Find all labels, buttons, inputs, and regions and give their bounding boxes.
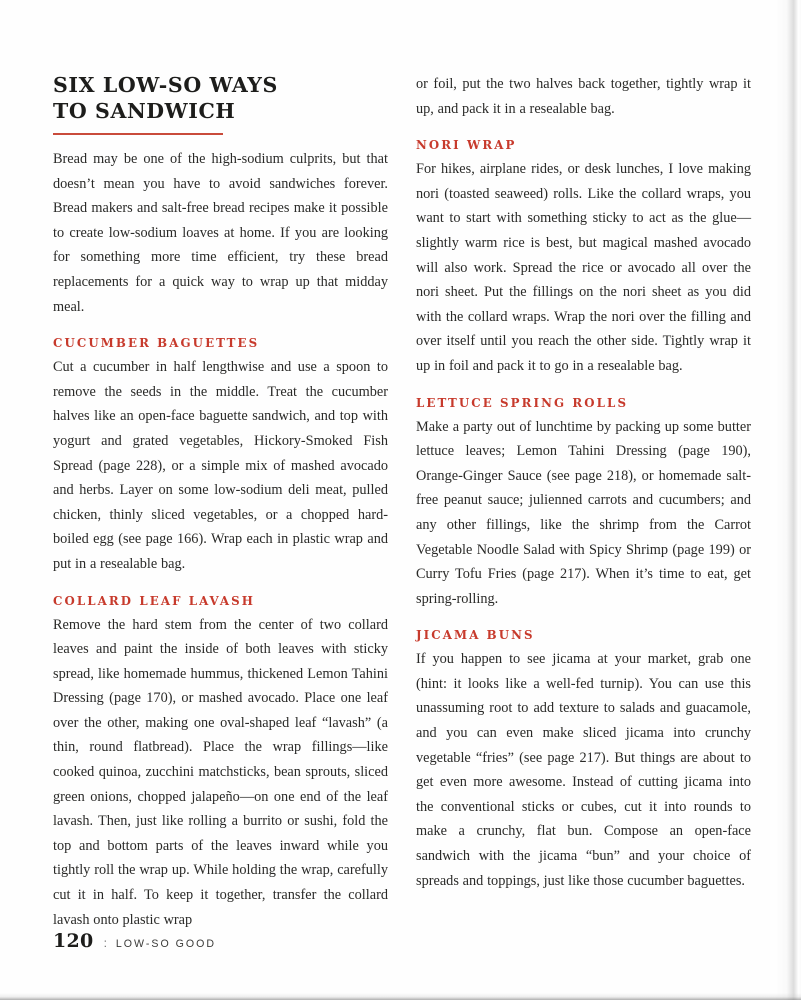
subheading-cucumber-baguettes: CUCUMBER BAGUETTES	[53, 336, 260, 351]
subheading-lettuce-spring-rolls: LETTUCE SPRING ROLLS	[416, 395, 629, 410]
page-bottom-shadow	[0, 993, 801, 1000]
paragraph-lettuce-spring-rolls: Make a party out of lunchtime by packing up some butter lettuce leaves; Lemon Tahini Dressing (page 190), Orange-Ginger Sauce (see page 218), or homemade salt-free peanut sauce; julienned carrots and cucumbers; and any other fillings, like the shrimp from the Carrot Vegetable Noodle Salad with Spicy Shrimp (page 199) or Curry Tofu Fries (page 217). When it’s time to eat, get spring-rolling.	[416, 418, 751, 607]
subheading-jicama-buns: JICAMA BUNS	[416, 628, 535, 643]
subheading-nori-wrap: NORI WRAP	[416, 138, 517, 153]
page-title-line-2: TO SANDWICH	[53, 99, 236, 123]
paragraph-collard-leaf-lavash: Remove the hard stem from the center of two collard leaves and paint the inside of both leaves with sticky spread, like homemade hummus, thickened Lemon Tahini Dressing (page 170), or mashed avocado. Place one leaf over the other, making one oval-shaped leaf “lavash” (a thin, round flatbread). Place the wrap fillings—like cooked quinoa, zucchini matchsticks, bean sprouts, sliced green onions, chopped jalapeño—on one end of the leaf lavash. Then, just like rolling a burrito or sushi, fold the top and bottom parts of the leaves inward while you tightly roll the wrap up. While holding the wrap, carefully cut it in half. To keep it together, transfer the collard lavash onto plastic wrap	[53, 616, 388, 928]
title-underline-rule	[53, 133, 223, 135]
page-edge-shadow	[775, 0, 801, 1000]
footer-separator: :	[103, 936, 107, 950]
page-footer	[53, 930, 216, 952]
paragraph-cucumber-baguettes: Cut a cucumber in half lengthwise and use a spoon to remove the seeds in the middle. Treat the cucumber halves like an open-face baguette sandwich, and top with yogurt and grated vegetables, Hickory-Smoked Fish Spread (page 228), or a simple mix of mashed avocado and herbs. Layer on some low-sodium deli meat, pulled chicken, thinly sliced vegetables, or a chopped hard-boiled egg (see page 166). Wrap each in plastic wrap and put in a resealable bag.	[53, 359, 388, 572]
left-column	[53, 72, 388, 932]
page-content	[53, 72, 751, 932]
section-intro-paragraph: Bread may be one of the high-sodium culprits, but that doesn’t mean you have to avoid sandwiches forever. Bread makers and salt-free bread recipes make it possible to create low-sodium loaves at home. If you are looking for something more time efficient, try these bread replacements for a quick way to wrap up that midday meal.	[53, 151, 388, 315]
page-number: 120	[53, 930, 94, 952]
paragraph-nori-wrap: For hikes, airplane rides, or desk lunches, I love making nori (toasted seaweed) rolls. Like the collard wraps, you want to start with something sticky to act as the glue—slightly warm rice is best, but magical mashed avocado will also work. Spread the rice or avocado all over the nori sheet. Put the fillings on the nori sheet as you did with the collard wraps. Wrap the nori over the filling and over itself until you reach the other side. Tightly wrap it up in foil and pack it to go in a resealable bag.	[416, 161, 751, 374]
paragraph-collard-leaf-lavash-continued: or foil, put the two halves back together, tightly wrap it up, and pack it in a resealable bag.	[416, 76, 751, 117]
two-column-layout	[53, 72, 751, 932]
paragraph-jicama-buns: If you happen to see jicama at your market, grab one (hint: it looks like a well-fed turnip). You can use this unassuming root to add texture to salads and guacamole, and you can even make sliced jicama into crunchy vegetable “fries” (see page 217). But things are about to get even more awesome. Instead of cutting jicama into the conventional sticks or cubes, cut it into rounds to make a crunchy, flat bun. Compose an open-face sandwich with the jicama “bun” and your choice of spreads and toppings, just like those cucumber baguettes.	[416, 651, 751, 889]
running-head-title: LOW-SO GOOD	[115, 938, 216, 950]
page-title	[53, 72, 388, 124]
page-title-line-1: SIX LOW-SO WAYS	[53, 73, 278, 97]
right-column	[416, 72, 751, 932]
subheading-collard-leaf-lavash: COLLARD LEAF LAVASH	[53, 593, 256, 608]
